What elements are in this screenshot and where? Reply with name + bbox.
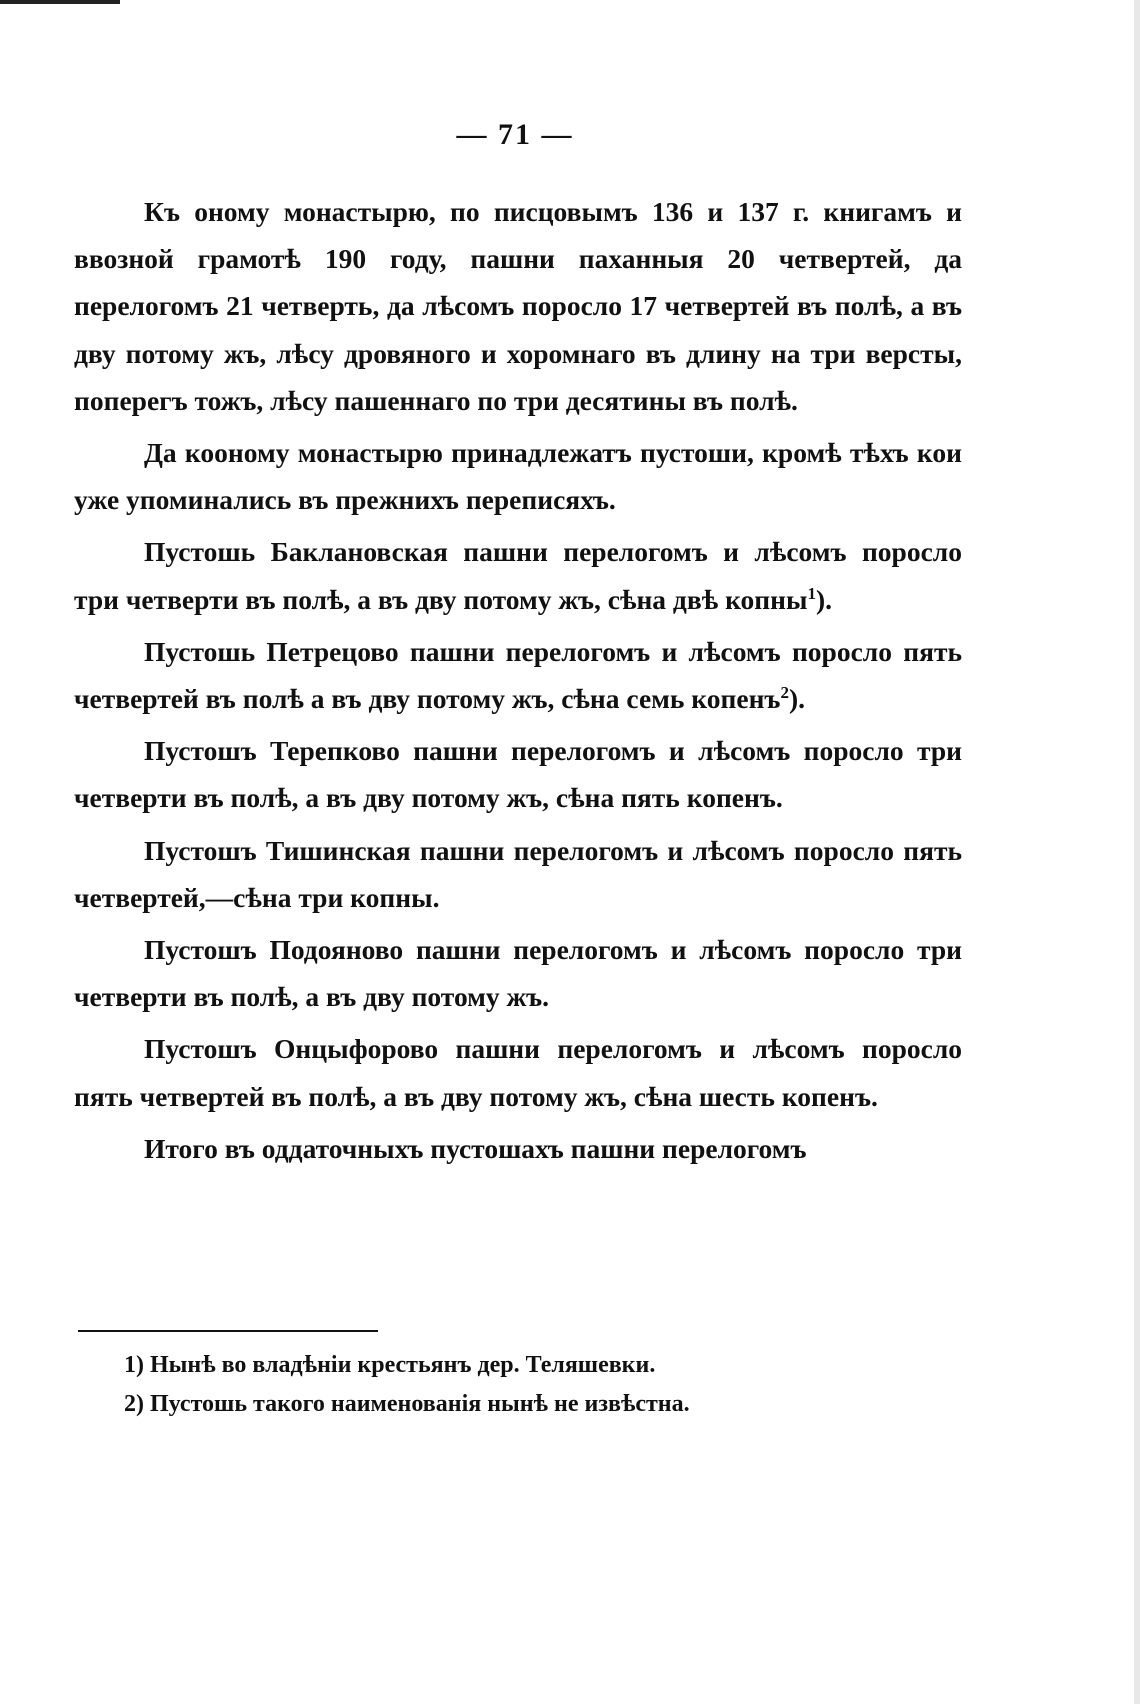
paragraph: Да коономy монастырю принадлежатъ пустоши, кромѣ тѣхъ кои уже упоминались въ прежнихъ переписяхъ. [74,437,962,516]
paragraph: Пустошъ Тишинская пашни перелогомъ и лѣсомъ поросло пять четвертей,—сѣна три копны. [74,834,962,913]
page-corner-mark [0,0,120,4]
footnote-reference[interactable]: 2 [780,682,789,702]
paragraph: Итого въ оддаточныхъ пустошахъ пашни перелогомъ [144,1132,807,1164]
page-edge-shadow [1134,0,1140,1704]
footnote-reference[interactable]: 1 [807,583,816,603]
footnotes [78,1346,958,1424]
footnote-text: Нынѣ во владѣнiи крестьянъ дер. Теляшевки. [150,1352,656,1378]
page-number: — 71 — [456,118,574,151]
main-text [74,188,962,1177]
paragraph: Пустошъ Онцыфорово пашни перелогомъ и лѣсомъ поросло пять четвертей въ полѣ, а въ дву потому жъ, сѣна шесть копенъ. [74,1033,962,1112]
paragraph: Пустошь Баклановская пашни перелогомъ и лѣсомъ поросло три четверти въ полѣ, а въ дву потому жъ, сѣна двѣ копны$^1$). [74,536,962,615]
footnote-divider [78,1330,378,1332]
footnote [78,1346,958,1385]
paragraph: Къ оному монастырю, по писцовымъ 136 и 137 г. книгамъ и ввозной грамотѣ 190 году, пашни паханныя 20 четвертей, да перелогомъ 21 четверть, да лѣсомъ поросло 17 четвертей въ полѣ, а въ дву потому жъ, лѣсу дровяного и хоромнаго въ длину на три версты, поперегъ тожъ, лѣсу пашеннаго по три десятины въ полѣ. [74,196,962,416]
footnote [78,1385,958,1424]
paragraph: Пустошь Петрецово пашни перелогомъ и лѣсомъ поросло пять четвертей въ полѣ а въ дву потому жъ, сѣна семь копенъ$^2$). [74,635,962,715]
paragraph: Пустошъ Терепково пашни перелогомъ и лѣсомъ поросло три четверти въ полѣ, а въ дву потому жъ, сѣна пять копенъ. [74,735,962,814]
footnote-text: Пустошь такого наименованiя нынѣ не извѣстна. [150,1391,690,1417]
footnote-marker: 1) [124,1352,144,1378]
paragraph: Пустошъ Подояново пашни перелогомъ и лѣсомъ поросло три четверти въ полѣ, а въ дву потому жъ. [74,934,962,1013]
footnote-marker: 2) [124,1391,144,1417]
